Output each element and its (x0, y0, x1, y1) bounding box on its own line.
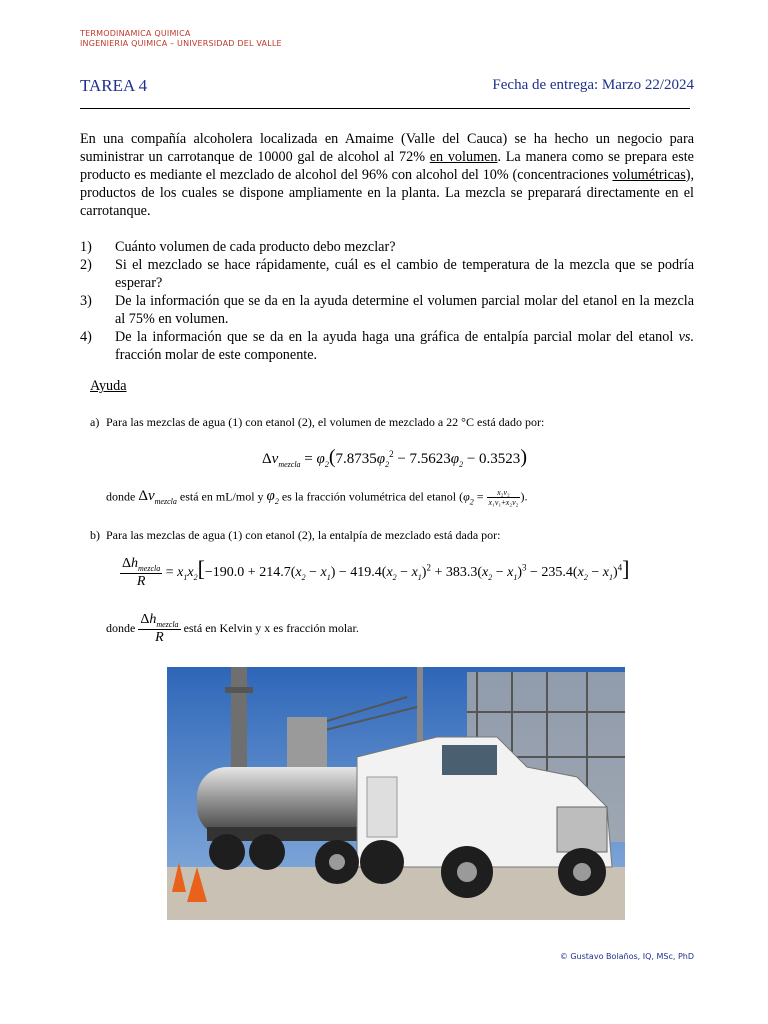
assignment-title: TAREA 4 (80, 76, 148, 95)
question-2: 2) Si el mezclado se hace rápidamente, cuál es el cambio de temperatura de la mezcla que se podría esperar? (80, 257, 694, 291)
help-a-text: a) Para las mezclas de agua (1) con etanol (2), el volumen de mezclado a 22 °C está dado por: (90, 415, 545, 429)
help-heading: Ayuda (90, 378, 127, 394)
department-name: INGENIERIA QUIMICA – UNIVERSIDAD DEL VALLE (80, 39, 282, 48)
question-4: 4) De la información que se da en la ayuda haga una gráfica de entalpía parcial molar del etanol vs. fracción molar de este componente. (80, 329, 694, 363)
help-b-definitions: donde $\frac{\Delta h_{mezcla}}{R}$ está en Kelvin y x es fracción molar. (106, 612, 359, 645)
help-b-text: b) Para las mezclas de agua (1) con etanol (2), la entalpía de mezclado está dada por: (90, 528, 501, 542)
question-1: 1) Cuánto volumen de cada producto debo mezclar? (80, 239, 396, 255)
due-date: Fecha de entrega: Marzo 22/2024 (492, 77, 694, 93)
problem-statement: En una compañía alcoholera localizada en Amaime (Valle del Cauca) se ha hecho un negocio para suministrar un carrotanque de 10000 gal de alcohol al 72% en volumen. La manera como se prepara este producto es mediante el mezclado de alcohol del 96% con alcohol del 10% (concentraciones volumétricas), productos de los cuales se dispone ampliamente en la planta. La mezcla se preparará directamente en el carrotanque. (80, 131, 694, 219)
volume-mixing-equation: $\Delta v_{mezcla} = \varphi_2(7.8735\varphi_2^2 - 7.5623\varphi_2 - 0.3523)$ (262, 446, 527, 469)
course-name: TERMODINAMICA QUIMICA (80, 29, 191, 38)
enthalpy-mixing-equation: $\frac{\Delta h_{mezcla}}{R}$ = $x_1x_2[-190.0 + 214.7(x_2 - x_1) - 419.4(x_2 - x_1)^2 + 383.3(x_2 - x_1)^3 - 235.4(x_2 - x_1)^4]$ (122, 556, 630, 589)
question-3: 3) De la información que se da en la ayuda determine el volumen parcial molar del etanol en la mezcla al 75% en volumen. (80, 293, 694, 327)
copyright: © Gustavo Bolaños, IQ, MSc, PhD (559, 952, 694, 961)
tanker-truck-photo (167, 667, 625, 920)
header-divider (80, 108, 690, 109)
help-a-definitions: donde $\Delta v_{mezcla}$ está en mL/mol y $\varphi_2$ es la fracción volumétrica del etanol ($\varphi_2$ = $\frac{\text{x₂v₂}}{\text{x₁v₁+x₂v₂}}$ ). (106, 488, 528, 507)
